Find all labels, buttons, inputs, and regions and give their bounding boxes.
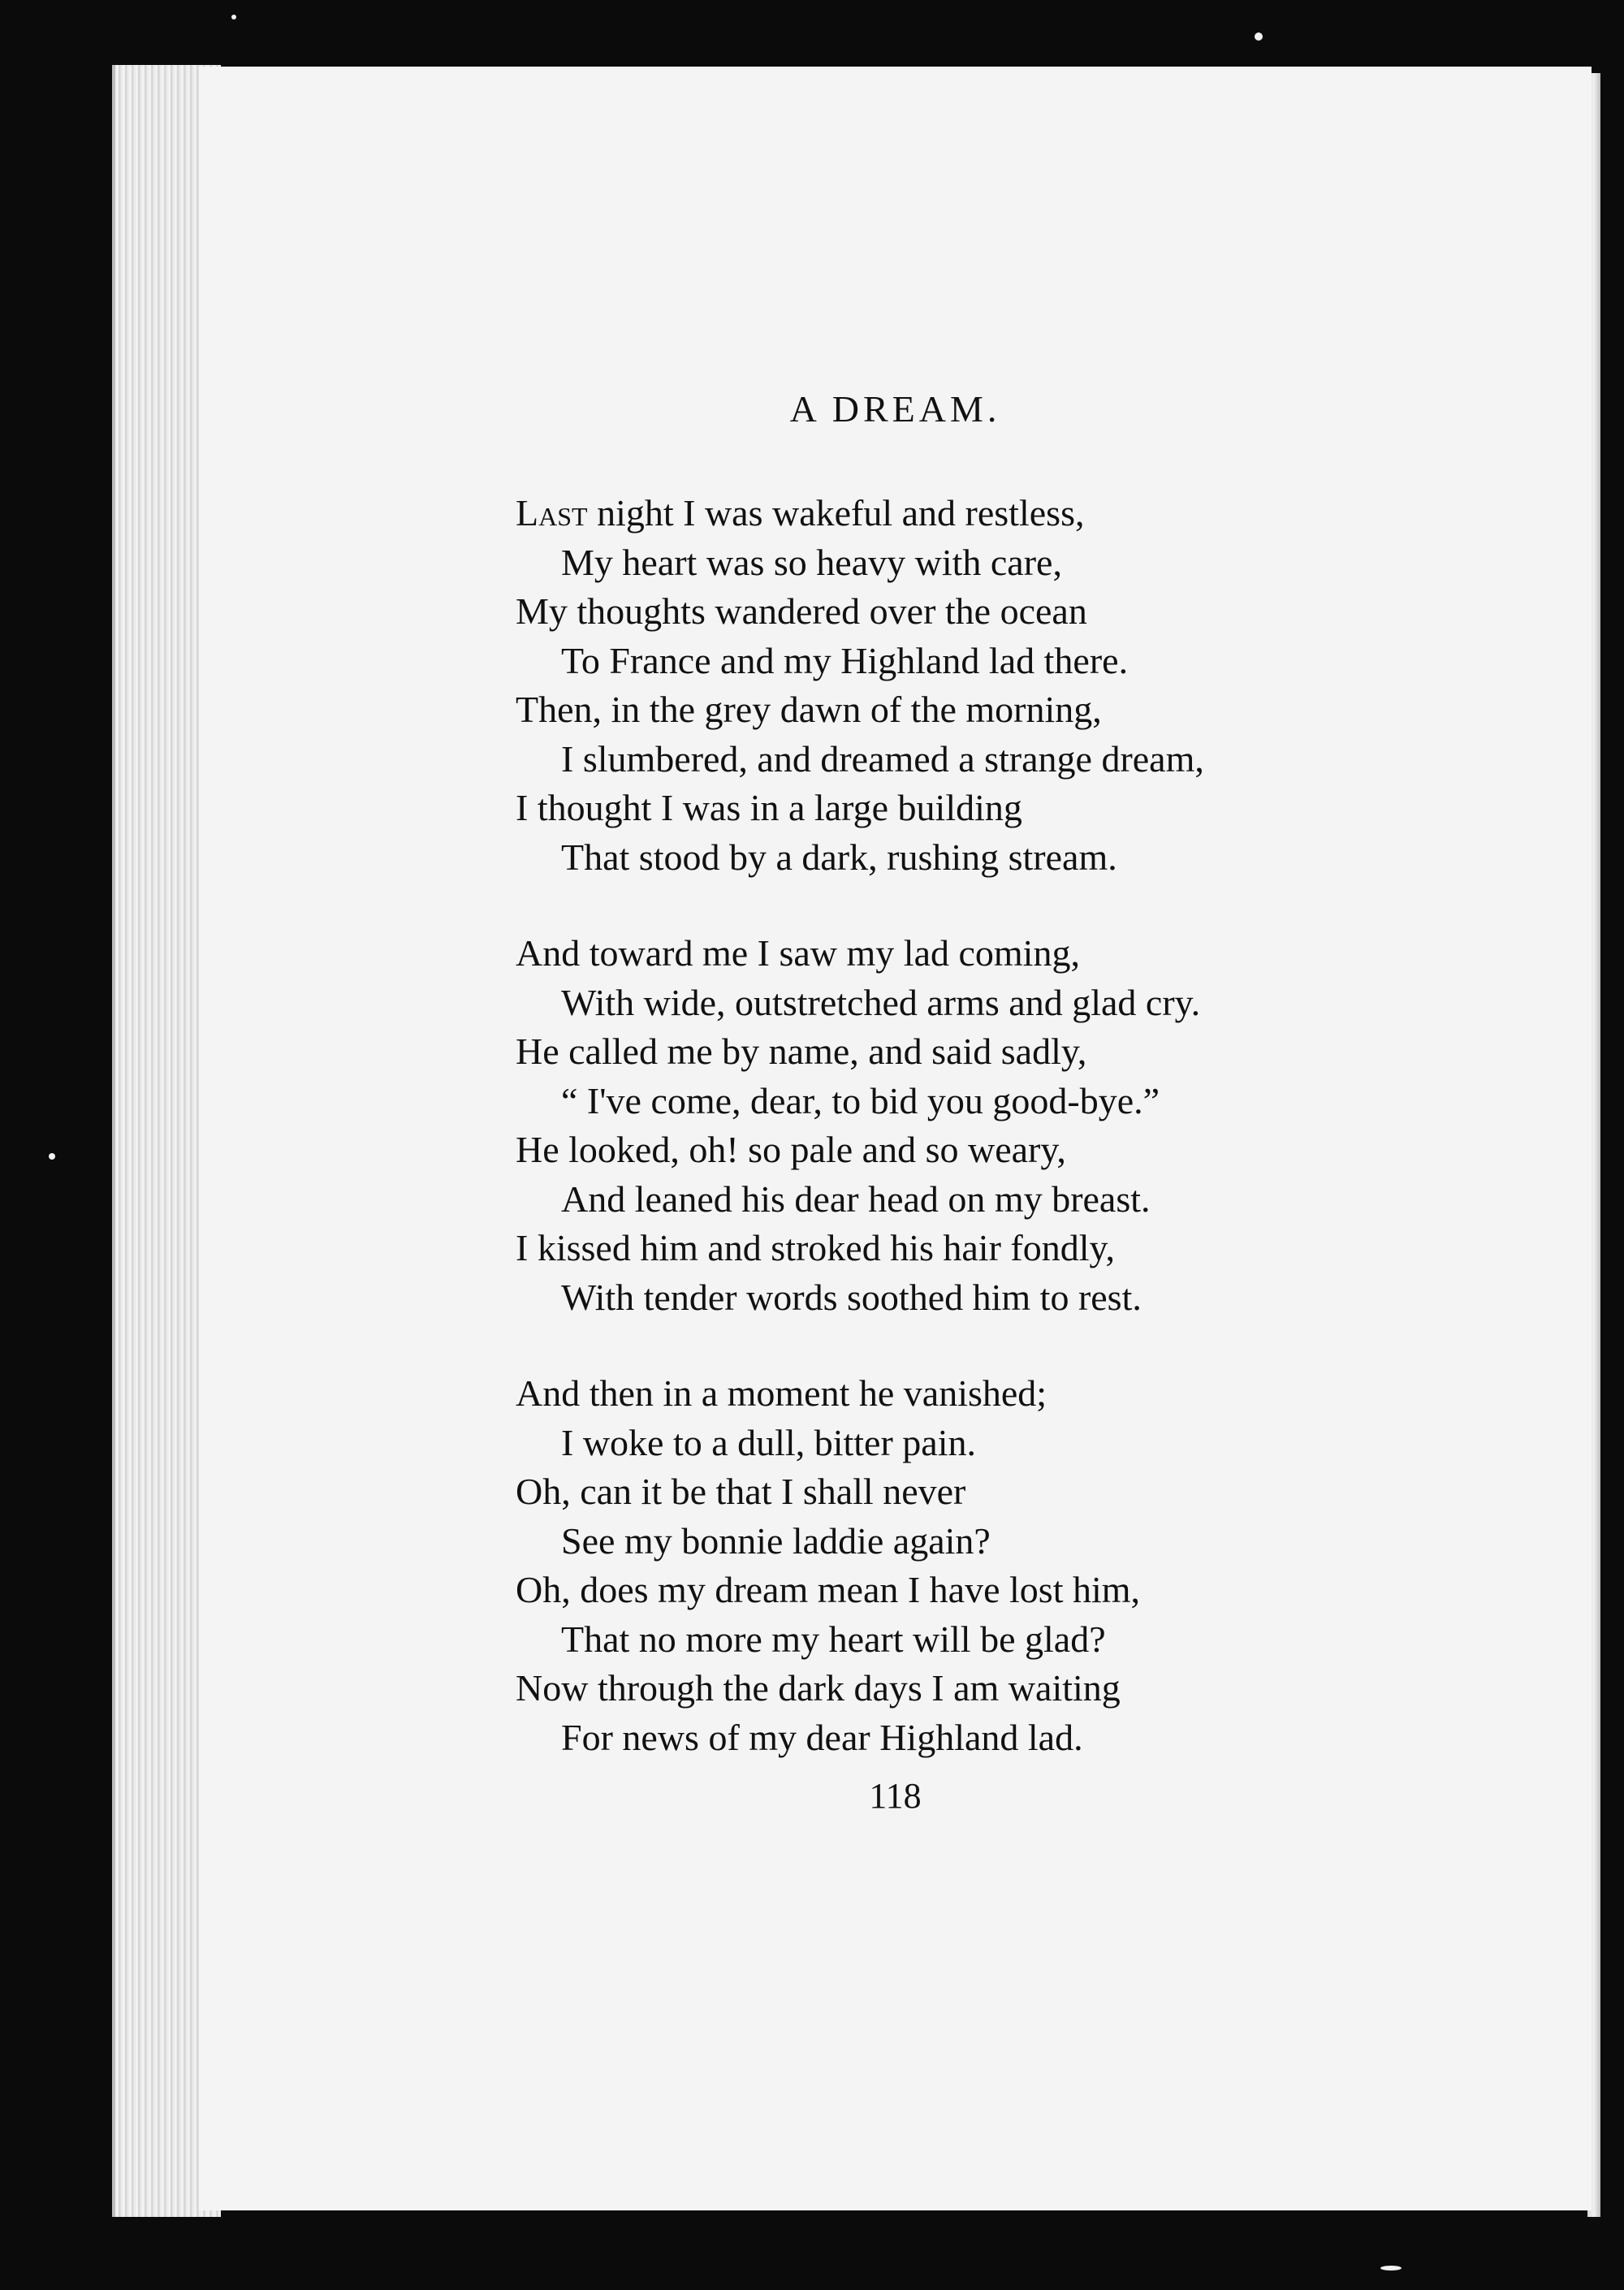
dust-speck [231, 15, 236, 19]
poem-line: Last night I was wakeful and restless, [516, 492, 1085, 534]
poem-line: He called me by name, and said sadly, [516, 1030, 1087, 1072]
stanza-2 [516, 929, 1200, 1322]
poem-title: A DREAM. [789, 388, 1001, 430]
dust-speck [1255, 32, 1263, 41]
dust-speck [1380, 2266, 1402, 2271]
poem-line: I woke to a dull, bitter pain. [561, 1421, 976, 1463]
poem-line: I thought I was in a large building [516, 787, 1022, 828]
poem-line: “ I've come, dear, to bid you good-bye.” [561, 1079, 1160, 1121]
poem-line: And leaned his dear head on my breast. [561, 1177, 1151, 1220]
poem-line: And toward me I saw my lad coming, [516, 932, 1080, 974]
poem-line: With tender words soothed him to rest. [561, 1276, 1142, 1318]
poem-line: Oh, does my dream mean I have lost him, [516, 1569, 1141, 1610]
page-number: 118 [869, 1776, 922, 1816]
poem-line: For news of my dear Highland lad. [561, 1716, 1083, 1758]
stanza-3 [516, 1369, 1140, 1762]
poem-line: That no more my heart will be glad? [561, 1618, 1106, 1660]
poem-line: My heart was so heavy with care, [561, 541, 1062, 583]
poem-line: To France and my Highland lad there. [561, 639, 1129, 681]
book-page [199, 67, 1592, 2210]
poem-line: My thoughts wandered over the ocean [516, 590, 1087, 632]
poem-line: And then in a moment he vanished; [516, 1372, 1047, 1414]
poem-line: Now through the dark days I am waiting [516, 1667, 1121, 1709]
poem-line: Then, in the grey dawn of the morning, [516, 689, 1102, 730]
poem-line: That stood by a dark, rushing stream. [561, 836, 1117, 878]
dust-speck [49, 1153, 55, 1160]
small-caps-lead: Last [516, 492, 588, 534]
poem-line: Oh, can it be that I shall never [516, 1471, 966, 1512]
poem-line: He looked, oh! so pale and so weary, [516, 1129, 1066, 1170]
poem-line: I kissed him and stroked his hair fondly, [516, 1227, 1116, 1268]
stanza-1 [516, 489, 1204, 882]
poem-line: I slumbered, and dreamed a strange dream, [561, 737, 1204, 780]
poem-line: See my bonnie laddie again? [561, 1519, 991, 1562]
poem-line: With wide, outstretched arms and glad cry. [561, 981, 1201, 1023]
